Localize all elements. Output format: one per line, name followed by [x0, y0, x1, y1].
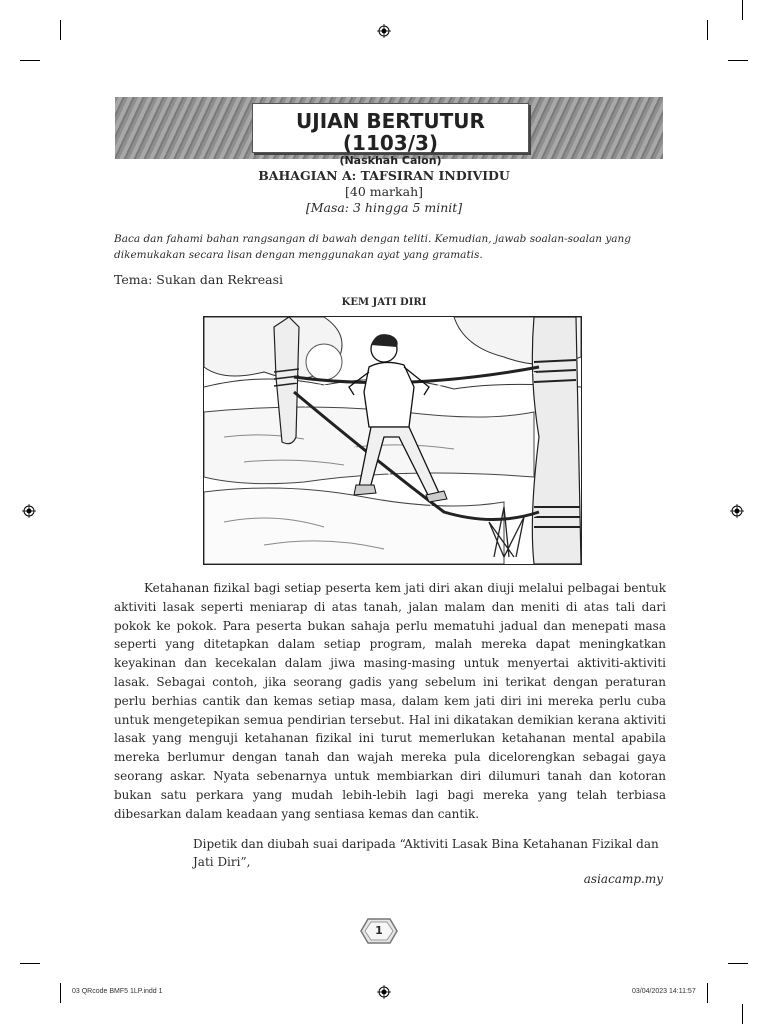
instructions: Baca dan fahami bahan rangsangan di bawah dengan teliti. Kemudian, jawab soalan-soalan yang dikemukakan secara lisan dengan menggunakan ayat yang gramatis.: [114, 233, 632, 261]
crop-mark: [60, 20, 61, 40]
theme-label: Tema: Sukan dan Rekreasi: [114, 272, 284, 287]
crop-mark: [707, 20, 708, 40]
picture-title: KEM JATI DIRI: [341, 297, 427, 308]
crop-mark: [20, 963, 40, 964]
header-banner: [115, 97, 663, 167]
page-subtitle: (Naskhah Calon): [339, 154, 442, 167]
section-heading: BAHAGIAN A: TAFSIRAN INDIVIDU: [258, 168, 510, 183]
registration-mark-icon: [22, 504, 36, 518]
registration-mark-icon: [730, 504, 744, 518]
rope-walk-illustration: [204, 317, 581, 564]
stimulus-illustration: [203, 316, 582, 565]
passage-paragraph: Ketahanan fizikal bagi setiap peserta kem jati diri akan diuji melalui pelbagai bentuk aktiviti lasak seperti meniarap di atas tanah, jalan malam dan meniti di atas tali dari pokok ke pokok. Para peserta bukan sahaja perlu mematuhi jadual dan menepati masa seperti yang ditetapkan dalam setiap program, malah mereka dapat meningkatkan keyakinan dan kecekalan dalam jiwa masing-masing untuk menyertai aktiviti-aktiviti lasak. Sebagai contoh, jika seorang gadis yang sebelum ini terikat dengan peraturan perlu berhias cantik dan kemas setiap masa, dalam kem jati diri ini mereka perlu cuba untuk mengetepikan semua pendirian tersebut. Hal ini dikatakan demikian kerana aktiviti lasak yang menguji ketahanan fizikal ini turut memerlukan ketahanan mental apabila mereka berlumur dengan tanah dan wajah mereka pula dicelorengkan sebagai gaya seorang askar. Nyata sebenarnya untuk membiarkan diri dilumuri tanah dan kotoran bukan satu perkara yang mudah lebih-lebih lagi bagi mereka yang telah terbiasa dibesarkan dalam keadaan yang sentiasa kemas dan cantik.: [114, 581, 666, 821]
footer-timestamp: 03/04/2023 14:11:57: [632, 988, 696, 995]
crop-mark: [742, 0, 743, 20]
crop-mark: [60, 983, 61, 1003]
header-title-box: [252, 103, 529, 167]
crop-mark: [707, 983, 708, 1003]
crop-mark: [742, 1004, 743, 1024]
page-number: 1: [375, 924, 383, 937]
footer-file-name: 03 QRcode BMF5 1LP.indd 1: [72, 988, 163, 995]
page-title: UJIAN BERTUTUR (1103/3): [296, 109, 485, 155]
crop-mark: [728, 963, 748, 964]
registration-mark-icon: [377, 24, 391, 38]
source-credit: asiacamp.my: [583, 872, 663, 886]
section-time: [Masa: 3 hingga 5 minit]: [305, 200, 463, 215]
section-marks: [40 markah]: [345, 184, 423, 199]
crop-mark: [20, 60, 40, 61]
source-citation: Dipetik dan diubah suai daripada “Aktiviti Lasak Bina Ketahanan Fizikal dan Jati Diri”,: [193, 837, 659, 869]
crop-mark: [728, 60, 748, 61]
registration-mark-icon: [377, 985, 391, 999]
